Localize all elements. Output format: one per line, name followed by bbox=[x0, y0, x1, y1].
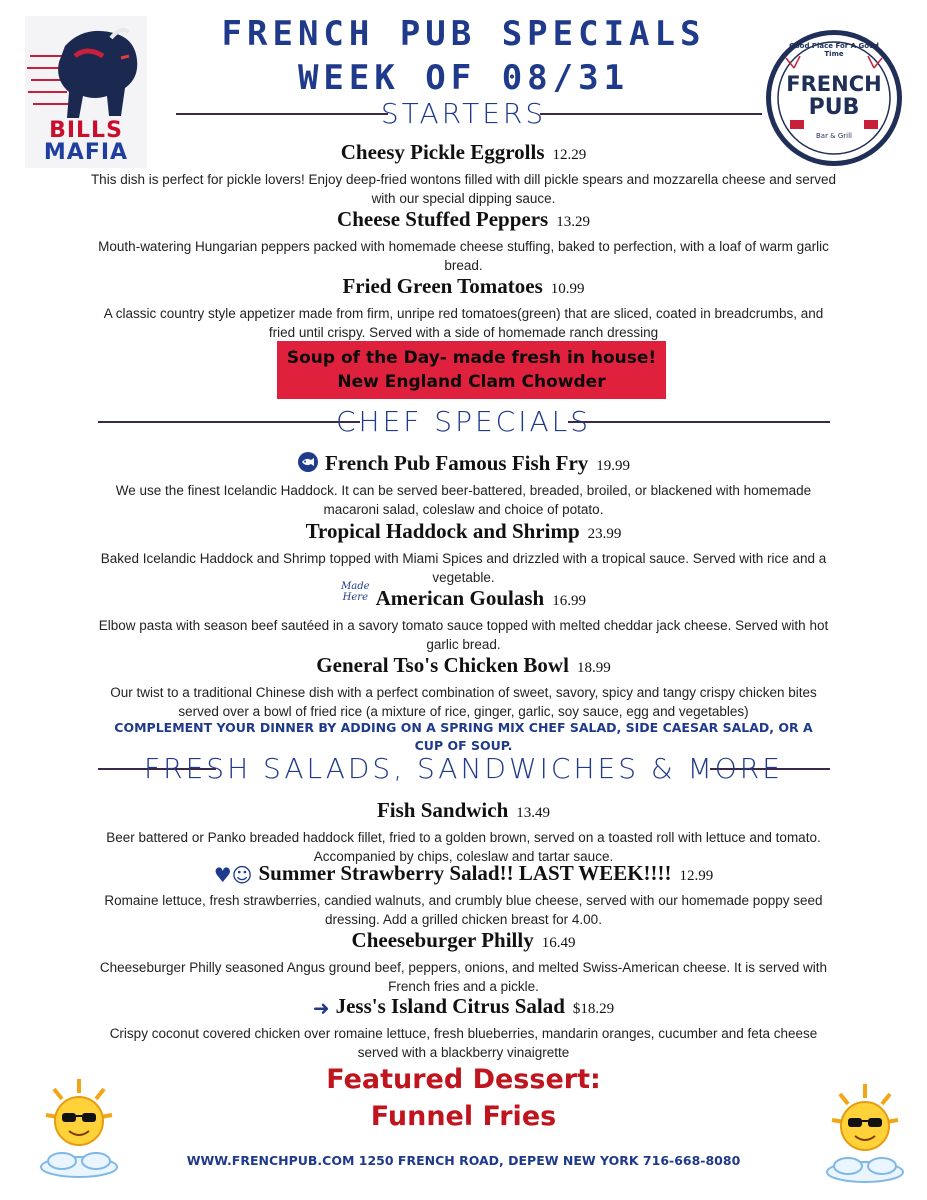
section-chef-specials bbox=[0, 402, 927, 442]
soup-of-the-day-banner bbox=[277, 341, 666, 399]
item-description: Mouth-watering Hungarian peppers packed with homemade cheese stuffing, baked to perfection, with a loaf of warm garlic bread. bbox=[98, 239, 829, 273]
item-description: Cheeseburger Philly seasoned Angus ground beef, peppers, onions, and melted Swiss-American cheese. It is served with French fries and a pickle. bbox=[99, 960, 828, 994]
featured-dessert-label: Featured Dessert: bbox=[326, 1064, 601, 1095]
pub-logo-line2: PUB bbox=[808, 95, 860, 120]
sun-sunglasses-icon bbox=[820, 1080, 910, 1184]
item-name: Tropical Haddock and Shrimp bbox=[305, 519, 580, 543]
item-name: French Pub Famous Fish Fry bbox=[324, 451, 589, 475]
item-description: Crispy coconut covered chicken over romaine lettuce, fresh blueberries, mandarin oranges, cucumber and feta cheese served with a blackberry vinaigrette bbox=[109, 1026, 818, 1060]
menu-item bbox=[90, 581, 837, 654]
item-description: This dish is perfect for pickle lovers! Enjoy deep-fried wontons filled with dill pickle spears and mozzarella cheese and served with our special dipping sauce. bbox=[90, 172, 837, 206]
item-description: A classic country style appetizer made from firm, unripe red tomatoes(green) that are sliced, coated in breadcrumbs, and fried until crispy. Served with a side of homemade ranch dressing bbox=[103, 306, 824, 340]
fish-icon bbox=[297, 451, 319, 479]
item-name: Cheeseburger Philly bbox=[351, 928, 534, 952]
soup-line2: New England Clam Chowder bbox=[337, 372, 606, 392]
item-name: General Tso's Chicken Bowl bbox=[316, 653, 569, 677]
menu-item bbox=[90, 652, 837, 721]
pub-logo-line1: FRENCH bbox=[786, 72, 882, 96]
heart-smile-icon: ♥☺ bbox=[213, 863, 253, 888]
item-price: 13.49 bbox=[516, 805, 551, 821]
item-description: Our twist to a traditional Chinese dish with a perfect combination of sweet, savory, spicy and tangy crispy chicken bites served over a bowl of fried rice (a mixture of rice, ginger, garlic, soy sauce, egg and vegetables) bbox=[110, 685, 817, 719]
pub-logo-sub: Bar & Grill bbox=[815, 132, 852, 140]
item-price: $18.29 bbox=[572, 1001, 615, 1017]
item-description: Baked Icelandic Haddock and Shrimp topped with Miami Spices and drizzled with a tropical sauce. Served with rice and a vegetable. bbox=[100, 551, 827, 585]
bills-logo-text-1: BILLS bbox=[49, 118, 123, 143]
item-name: Fish Sandwich bbox=[376, 798, 509, 822]
item-description: Romaine lettuce, fresh strawberries, candied walnuts, and crumbly blue cheese, served with our homemade poppy seed dressing. Add a grilled chicken breast for 4.00. bbox=[104, 893, 823, 927]
item-price: 19.99 bbox=[596, 458, 631, 474]
item-name: Fried Green Tomatoes bbox=[342, 274, 543, 298]
section-title-starters: STARTERS bbox=[380, 97, 547, 130]
item-name: Cheesy Pickle Eggrolls bbox=[340, 140, 545, 164]
item-name: Summer Strawberry Salad!! LAST WEEK!!!! bbox=[258, 861, 672, 885]
section-starters bbox=[0, 94, 927, 134]
item-price: 18.99 bbox=[576, 660, 611, 676]
arrow-right-icon: ➜ bbox=[312, 996, 330, 1021]
menu-item bbox=[90, 206, 837, 275]
menu-item bbox=[90, 273, 837, 342]
section-title-salads: FRESH SALADS, SANDWICHES & MORE bbox=[144, 752, 783, 785]
item-price: 12.99 bbox=[679, 868, 714, 884]
page-title-line1: FRENCH PUB SPECIALS bbox=[221, 14, 706, 54]
bills-logo-text-2: MAFIA bbox=[43, 140, 129, 165]
item-description: Beer battered or Panko breaded haddock fillet, fried to a golden brown, served on a toasted roll with lettuce and tomato. Accompanied by chips, coleslaw and tartar sauce. bbox=[106, 830, 821, 864]
page-title-line2: WEEK OF 08/31 bbox=[297, 58, 630, 98]
menu-item bbox=[90, 927, 837, 996]
item-price: 16.99 bbox=[552, 593, 586, 609]
badge-line1: Made bbox=[341, 581, 370, 593]
section-salads-sandwiches bbox=[0, 749, 927, 789]
footer-contact: WWW.FRENCHPUB.COM 1250 FRENCH ROAD, DEPEW NEW YORK 716-668-8080 bbox=[186, 1153, 741, 1168]
item-price: 13.29 bbox=[556, 214, 590, 230]
menu-item bbox=[90, 450, 837, 519]
complement-note: COMPLEMENT YOUR DINNER BY ADDING ON A SPRING MIX CHEF SALAD, SIDE CAESAR SALAD, OR A CUP OF SOUP. bbox=[114, 720, 813, 753]
menu-item bbox=[90, 518, 837, 587]
item-price: 16.49 bbox=[541, 935, 576, 951]
featured-dessert-name: Funnel Fries bbox=[370, 1101, 557, 1132]
item-description: Elbow pasta with season beef sautéed in a savory tomato sauce topped with melted cheddar jack cheese. Served with hot garlic bread. bbox=[98, 618, 829, 652]
item-description: We use the finest Icelandic Haddock. It can be served beer-battered, breaded, broiled, or blackened with homemade macaroni salad, coleslaw and choice of potato. bbox=[115, 483, 812, 518]
menu-item bbox=[90, 860, 837, 929]
item-name: American Goulash bbox=[375, 586, 545, 610]
item-name: Jess's Island Citrus Salad bbox=[335, 994, 565, 1018]
item-price: 12.29 bbox=[552, 147, 587, 163]
menu-item bbox=[90, 797, 837, 866]
item-price: 23.99 bbox=[587, 526, 622, 542]
section-title-chef: CHEF SPECIALS bbox=[336, 405, 591, 438]
menu-item bbox=[90, 993, 837, 1062]
item-name: Cheese Stuffed Peppers bbox=[337, 207, 549, 231]
badge-line2: Here bbox=[342, 592, 368, 604]
pub-logo-arc-text: Good Place For A Good Time bbox=[789, 42, 879, 58]
item-price: 10.99 bbox=[550, 281, 585, 297]
menu-item bbox=[90, 139, 837, 208]
soup-line1: Soup of the Day- made fresh in house! bbox=[286, 348, 657, 368]
made-here-badge bbox=[341, 581, 370, 603]
